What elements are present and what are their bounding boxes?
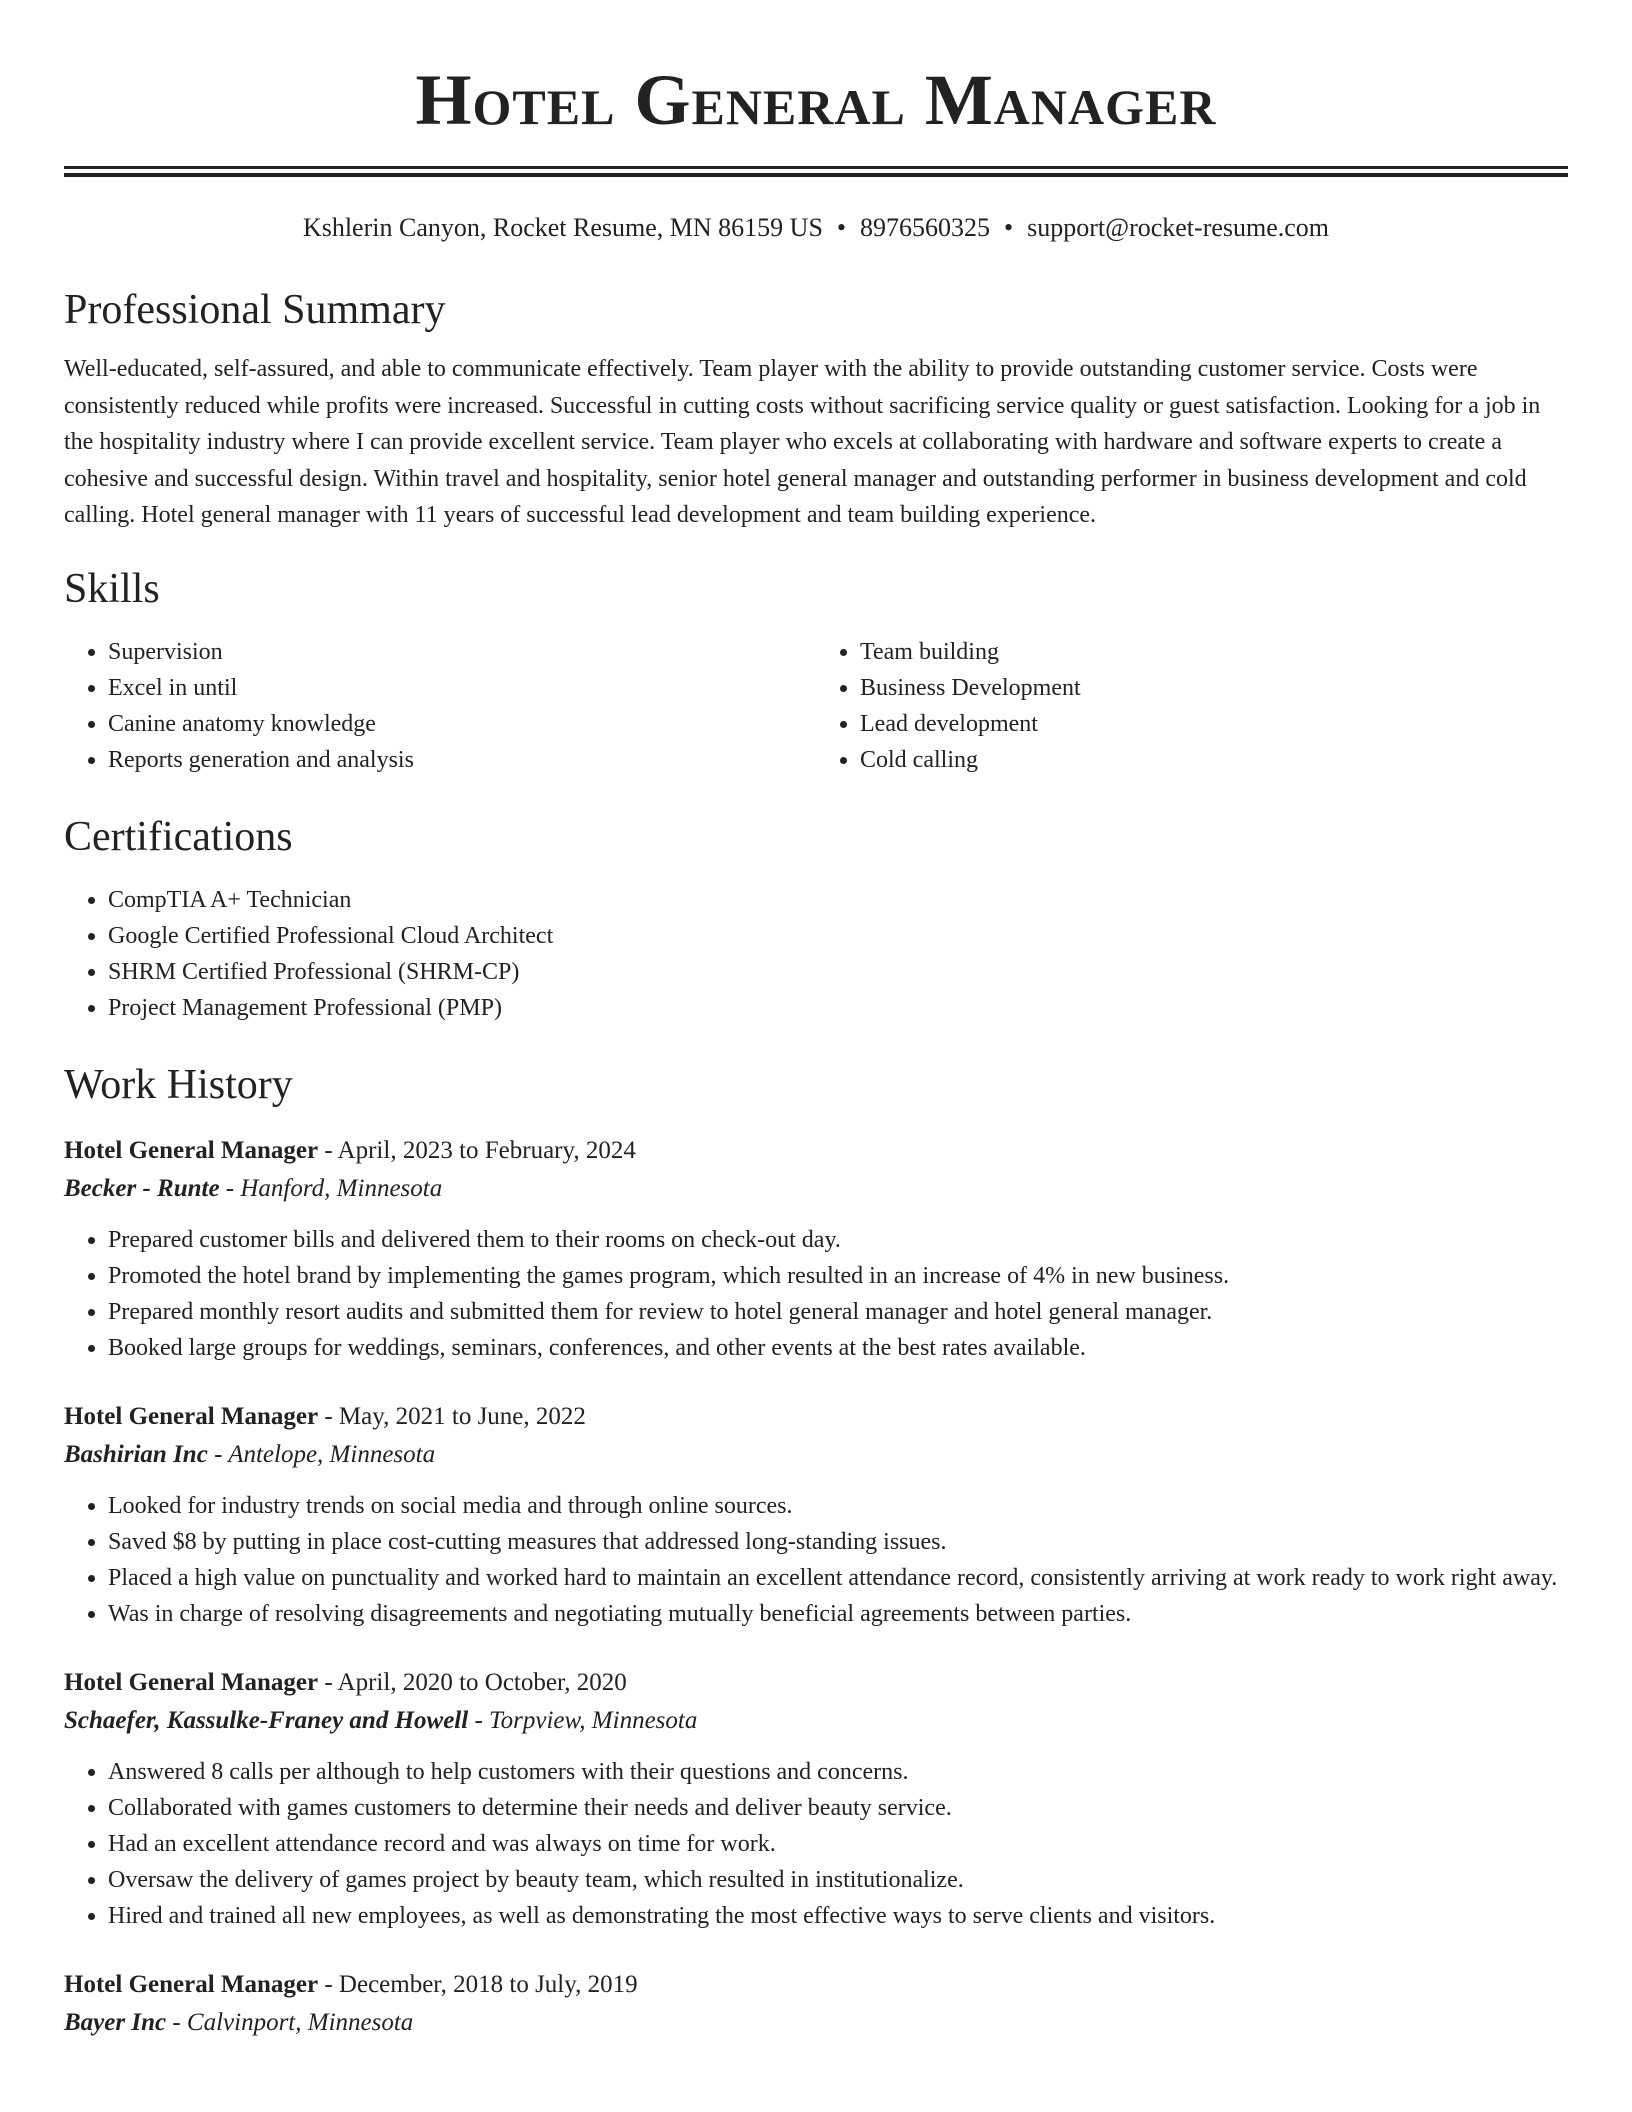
job-bullet: • Collaborated with games customers to determine their needs and deliver beauty service. xyxy=(108,1790,1568,1826)
job-bullet: • Booked large groups for weddings, seminars, conferences, and other events at the best rates available. xyxy=(108,1330,1568,1366)
job-employer: Schaefer, Kassulke-Franey and Howell xyxy=(64,1706,469,1734)
skill-item: • Cold calling xyxy=(860,742,1568,778)
resume-name: Hotel General Manager xyxy=(415,60,1217,140)
job-role: Hotel General Manager xyxy=(64,1136,319,1164)
skills-list-right xyxy=(816,634,1568,778)
job-bullet: • Was in charge of resolving disagreements and negotiating mutually beneficial agreements between parties. xyxy=(108,1596,1568,1632)
job-role: Hotel General Manager xyxy=(64,1402,319,1430)
job-dates: April, 2023 to February, 2024 xyxy=(337,1136,636,1164)
job-entry xyxy=(64,1132,1568,1366)
job-bullet: • Oversaw the delivery of games project by beauty team, which resulted in institutionalize. xyxy=(108,1862,1568,1898)
skill-item: • Excel in until xyxy=(108,670,816,706)
job-role: Hotel General Manager xyxy=(64,1970,319,1998)
certifications-list xyxy=(64,882,1568,1026)
job-bullet: • Answered 8 calls per although to help customers with their questions and concerns. xyxy=(108,1754,1568,1790)
certification-item: • CompTIA A+ Technician xyxy=(108,882,1568,918)
job-bullet: • Promoted the hotel brand by implementing the games program, which resulted in an increase of 4% in new business. xyxy=(108,1258,1568,1294)
job-company-line: Becker - Runte - Hanford, Minnesota xyxy=(64,1174,443,1202)
skill-item: • Team building xyxy=(860,634,1568,670)
job-entry xyxy=(64,1664,1568,1934)
job-location: Torpview, Minnesota xyxy=(489,1706,698,1734)
job-dates: April, 2020 to October, 2020 xyxy=(337,1668,627,1696)
job-role: Hotel General Manager xyxy=(64,1668,319,1696)
contact-address: Kshlerin Canyon, Rocket Resume, MN 86159 US xyxy=(302,213,823,242)
job-bullet: • Hired and trained all new employees, as well as demonstrating the most effective ways to serve clients and visitors. xyxy=(108,1898,1568,1934)
job-company-line: Bashirian Inc - Antelope, Minnesota xyxy=(64,1440,436,1468)
job-location: Hanford, Minnesota xyxy=(240,1174,443,1202)
summary-heading: Professional Summary xyxy=(64,287,446,333)
contact-line xyxy=(64,211,1568,245)
job-employer: Bayer Inc xyxy=(64,2008,167,2036)
job-entry xyxy=(64,1398,1568,1632)
skills-heading: Skills xyxy=(64,565,160,612)
skills-grid xyxy=(64,634,1568,778)
job-employer: Becker - Runte xyxy=(64,1174,220,1202)
certifications-heading: Certifications xyxy=(64,813,293,860)
job-bullets xyxy=(64,1754,1568,1934)
job-title-line: Hotel General Manager - April, 2023 to February, 2024 xyxy=(64,1136,636,1164)
job-title-line: Hotel General Manager - May, 2021 to June, 2022 xyxy=(64,1402,586,1430)
contact-separator: • xyxy=(1004,213,1014,242)
job-location: Calvinport, Minnesota xyxy=(186,2008,414,2036)
job-bullets xyxy=(64,1488,1568,1632)
skill-item: • Canine anatomy knowledge xyxy=(108,706,816,742)
contact-separator: • xyxy=(836,213,847,242)
job-employer: Bashirian Inc xyxy=(64,1440,208,1468)
contact-phone: 8976560325 xyxy=(860,213,991,242)
summary-text: Well-educated, self-assured, and able to communicate effectively. Team player with the ability to provide outstanding customer service. Costs were consistently reduced while profits were increased. Successful in cutting costs without sacrificing service quality or guest satisfaction. Looking for a job in the hospitality industry where I can provide excellent service. Team player who excels at collaborating with hardware and software experts to create a cohesive and successful design. Within travel and hospitality, senior hotel general manager and outstanding performer in business development and cold calling. Hotel general manager with 11 years of successful lead development and team building experience. xyxy=(64,356,1541,528)
work-history-heading: Work History xyxy=(64,1061,293,1108)
job-bullet: • Looked for industry trends on social media and through online sources. xyxy=(108,1488,1568,1524)
skill-item: • Reports generation and analysis xyxy=(108,742,816,778)
job-bullet: • Prepared monthly resort audits and submitted them for review to hotel general manager and hotel general manager. xyxy=(108,1294,1568,1330)
job-company-line: Schaefer, Kassulke-Franey and Howell - Torpview, Minnesota xyxy=(64,1706,698,1734)
skill-item: • Supervision xyxy=(108,634,816,670)
job-bullet: • Prepared customer bills and delivered them to their rooms on check-out day. xyxy=(108,1222,1568,1258)
skill-item: • Lead development xyxy=(860,706,1568,742)
job-bullet: • Saved $8 by putting in place cost-cutting measures that addressed long-standing issues. xyxy=(108,1524,1568,1560)
contact-email: support@rocket-resume.com xyxy=(1027,213,1330,242)
certification-item: • Google Certified Professional Cloud Architect xyxy=(108,918,1568,954)
job-location: Antelope, Minnesota xyxy=(228,1440,436,1468)
job-entry xyxy=(64,1966,1568,2042)
certification-item: • SHRM Certified Professional (SHRM-CP) xyxy=(108,954,1568,990)
certification-item: • Project Management Professional (PMP) xyxy=(108,990,1568,1026)
job-bullets xyxy=(64,1222,1568,1366)
job-bullet: • Placed a high value on punctuality and worked hard to maintain an excellent attendance record, consistently arriving at work ready to work right away. xyxy=(108,1560,1568,1596)
header-double-rule xyxy=(64,166,1568,177)
job-bullet: • Had an excellent attendance record and was always on time for work. xyxy=(108,1826,1568,1862)
skills-list-left xyxy=(64,634,816,778)
job-company-line: Bayer Inc - Calvinport, Minnesota xyxy=(64,2008,414,2036)
job-title-line: Hotel General Manager - December, 2018 to July, 2019 xyxy=(64,1970,638,1998)
job-title-line: Hotel General Manager - April, 2020 to October, 2020 xyxy=(64,1668,627,1696)
job-dates: December, 2018 to July, 2019 xyxy=(338,1970,638,1998)
job-dates: May, 2021 to June, 2022 xyxy=(338,1402,586,1430)
skill-item: • Business Development xyxy=(860,670,1568,706)
